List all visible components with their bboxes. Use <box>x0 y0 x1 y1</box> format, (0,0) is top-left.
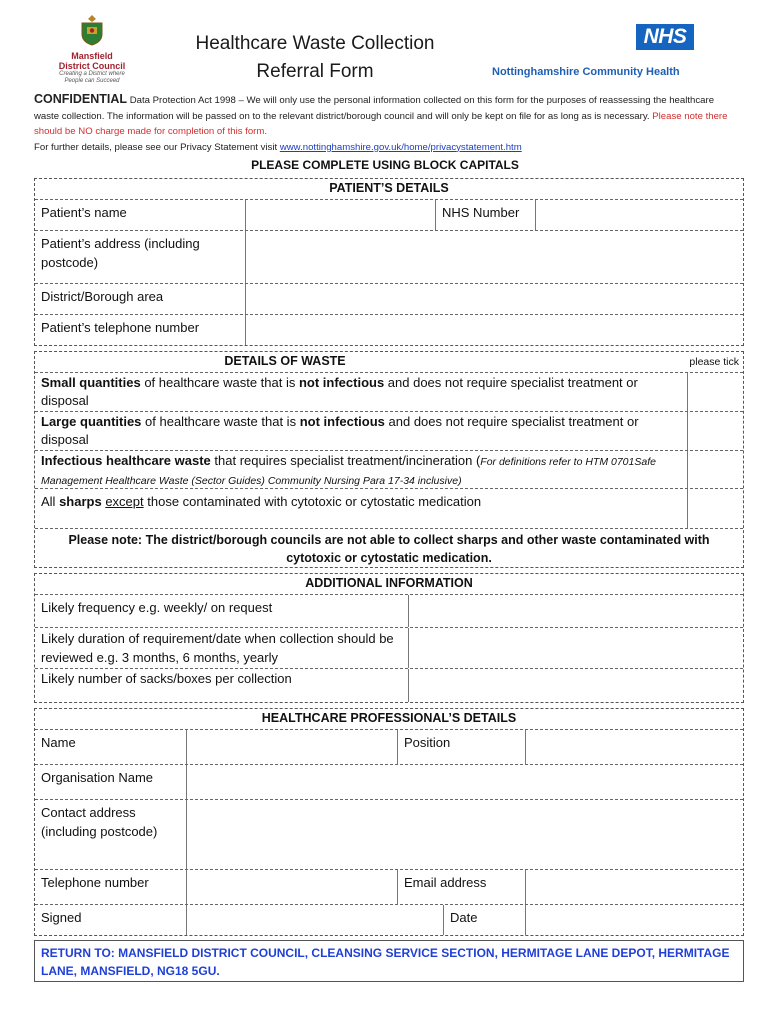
return-address-box <box>34 940 744 982</box>
nhs-logo: NHS <box>636 24 694 50</box>
patient-name-input[interactable] <box>245 200 435 230</box>
position-input[interactable] <box>525 730 743 764</box>
email-label: Email address <box>397 870 525 904</box>
professional-telephone-label: Telephone number <box>41 875 149 890</box>
nhs-org-name: Nottinghamshire Community Health <box>492 66 680 78</box>
organisation-row <box>35 764 743 799</box>
sacks-row <box>35 668 743 702</box>
duration-row <box>35 627 743 668</box>
further-details-text: For further details, please see our Privacy Statement visit <box>34 141 280 153</box>
signed-label: Signed <box>41 910 82 925</box>
council-name-line1: Mansfield <box>71 51 113 61</box>
small-quantities-row <box>35 372 743 411</box>
patient-details-section <box>34 178 744 346</box>
frequency-label: Likely frequency e.g. weekly/ on request <box>41 600 273 615</box>
nhs-number-input[interactable] <box>535 200 743 230</box>
waste-details-heading: DETAILS OF WASTE <box>224 354 346 368</box>
sharps-tick[interactable] <box>687 489 743 528</box>
small-quantities-label: Small quantities of healthcare waste that is not infectious and does not require specialist treatment or disposal <box>41 375 638 408</box>
frequency-input[interactable] <box>408 595 743 627</box>
additional-info-heading: ADDITIONAL INFORMATION <box>305 576 473 590</box>
form-title-line1: Healthcare Waste Collection <box>195 33 435 54</box>
frequency-row <box>35 594 743 627</box>
patient-telephone-row <box>35 314 743 345</box>
professional-telephone-row <box>35 869 743 904</box>
district-label: District/Borough area <box>41 289 164 304</box>
district-row <box>35 283 743 314</box>
sharps-collection-note: Please note: The district/borough councils are not able to collect sharps and other waste contaminated with cytotoxic or cytostatic medication. <box>68 533 710 565</box>
council-tagline-line2: People can Succeed <box>64 78 120 84</box>
duration-input[interactable] <box>408 628 743 668</box>
large-quantities-label: Large quantities of healthcare waste that is not infectious and does not require specialist treatment or disposal <box>41 414 639 447</box>
waste-note-row <box>35 528 743 567</box>
patient-address-row <box>35 230 743 283</box>
patient-address-label: Patient’s address (including postcode) <box>41 236 200 270</box>
contact-address-row <box>35 799 743 869</box>
district-input[interactable] <box>245 284 743 314</box>
council-logo <box>48 14 136 86</box>
contact-address-input[interactable] <box>186 800 743 869</box>
infectious-waste-tick[interactable] <box>687 451 743 488</box>
no-charge-note: Please note there should be NO charge made for completion of this form. <box>34 110 728 137</box>
infectious-waste-row <box>35 450 743 488</box>
contact-address-label: Contact address (including postcode) <box>41 805 158 839</box>
please-tick-label: please tick <box>689 356 739 368</box>
date-label: Date <box>443 905 525 935</box>
council-tagline-line1: Creating a District where <box>59 71 125 77</box>
large-quantities-row <box>35 411 743 450</box>
sacks-input[interactable] <box>408 669 743 702</box>
patient-name-row <box>35 199 743 230</box>
council-name-line2: District Council <box>58 61 126 71</box>
organisation-input[interactable] <box>186 765 743 799</box>
email-input[interactable] <box>525 870 743 904</box>
additional-info-section <box>34 573 744 703</box>
sharps-row <box>35 488 743 528</box>
intro-text: Data Protection Act 1998 – We will only use the personal information collected on this form for the purposes of reassessing the healthcare waste collection. The information will be passed on to the relevant district/borough council and will only be kept on file for as long as is necessary. <box>34 95 715 122</box>
position-label: Position <box>397 730 525 764</box>
large-quantities-tick[interactable] <box>687 412 743 450</box>
professional-details-heading: HEALTHCARE PROFESSIONAL’S DETAILS <box>261 711 517 725</box>
small-quantities-tick[interactable] <box>687 373 743 411</box>
nhs-number-label: NHS Number <box>435 200 535 230</box>
infectious-waste-label: Infectious healthcare waste that requires specialist treatment/incineration (For definitions refer to HTM 0701Safe Management Healthcare Waste (Sector Guides) Community Nursing Para 17-34 inclusive) <box>41 453 656 487</box>
professional-name-row <box>35 729 743 764</box>
sacks-label: Likely number of sacks/boxes per collection <box>41 671 292 686</box>
patient-details-heading: PATIENT’S DETAILS <box>329 181 449 195</box>
professional-details-section <box>34 708 744 936</box>
duration-label: Likely duration of requirement/date when collection should be reviewed e.g. 3 months, 6 months, yearly <box>41 631 394 665</box>
patient-address-input[interactable] <box>245 231 743 283</box>
waste-details-section <box>34 351 744 568</box>
patient-telephone-input[interactable] <box>245 315 743 345</box>
patient-telephone-label: Patient’s telephone number <box>41 320 200 335</box>
confidential-label: CONFIDENTIAL <box>34 92 128 106</box>
date-input[interactable] <box>525 905 743 935</box>
block-capitals-instruction: PLEASE COMPLETE USING BLOCK CAPITALS <box>251 158 519 172</box>
professional-name-input[interactable] <box>186 730 397 764</box>
sharps-label: All sharps except those contaminated with cytotoxic or cytostatic medication <box>41 494 482 509</box>
professional-name-label: Name <box>41 735 76 750</box>
signature-input[interactable] <box>186 905 443 935</box>
professional-telephone-input[interactable] <box>186 870 397 904</box>
signed-row <box>35 904 743 935</box>
organisation-label: Organisation Name <box>41 770 153 785</box>
intro-paragraph <box>34 92 740 155</box>
council-crest-icon <box>77 14 107 46</box>
form-title-line2: Referral Form <box>256 61 374 82</box>
patient-name-label: Patient’s name <box>41 205 127 220</box>
privacy-statement-link[interactable]: www.nottinghamshire.gov.uk/home/privacystatement.htm <box>279 141 522 153</box>
return-address-text: RETURN TO: MANSFIELD DISTRICT COUNCIL, CLEANSING SERVICE SECTION, HERMITAGE LANE DEPOT, HERMITAGE LANE, MANSFIELD, NG18 5GU. <box>41 946 730 978</box>
